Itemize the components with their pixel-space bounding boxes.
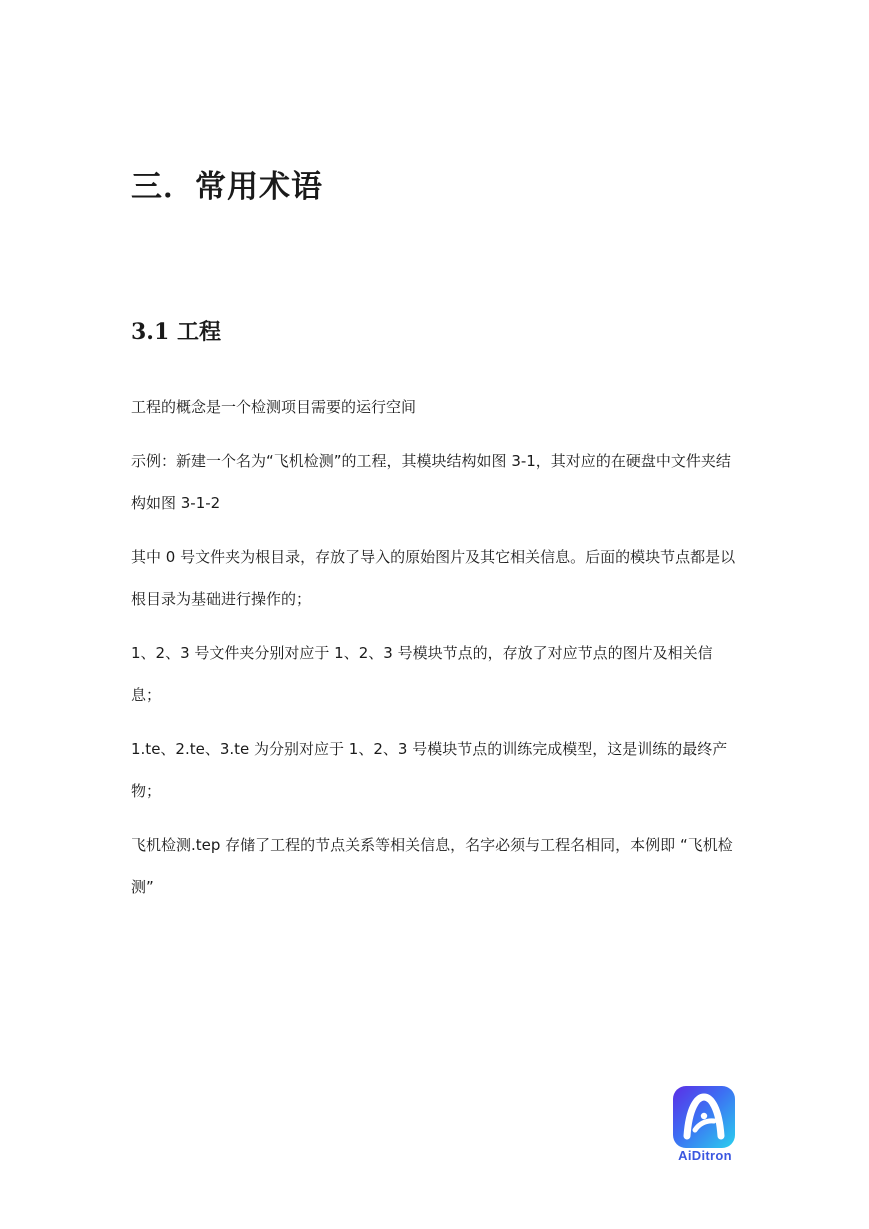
paragraph-root-folder: 其中 0 号文件夹为根目录，存放了导入的原始图片及其它相关信息。后面的模块节点都是以根目录为基础进行操作的； <box>131 548 736 608</box>
paragraph-te-models: 1.te、2.te、3.te 为分别对应于 1、2、3 号模块节点的训练完成模型，这是训练的最终产物； <box>131 740 728 800</box>
paragraph-node-folders: 1、2、3 号文件夹分别对应于 1、2、3 号模块节点的，存放了对应节点的图片及相关信息； <box>131 644 713 704</box>
paragraph-example: 示例：新建一个名为“飞机检测”的工程，其模块结构如图 3-1，其对应的在硬盘中文件夹结构如图 3-1-2 <box>131 452 731 512</box>
aiditron-logo <box>668 1086 742 1166</box>
chapter-title: 三．常用术语 <box>131 169 323 205</box>
aiditron-logo-icon <box>673 1086 735 1148</box>
section-title: 工程 <box>176 319 221 345</box>
paragraph-definition: 工程的概念是一个检测项目需要的运行空间 <box>131 398 417 416</box>
paragraph-tep-file: 飞机检测.tep 存储了工程的节点关系等相关信息，名字必须与工程名相同，本例即 “飞机检测” <box>131 836 733 896</box>
logo-wordmark: AiDitron <box>678 1148 732 1163</box>
section-number: 3.1 <box>131 319 170 345</box>
section-body <box>131 386 741 920</box>
section-heading <box>131 316 221 348</box>
